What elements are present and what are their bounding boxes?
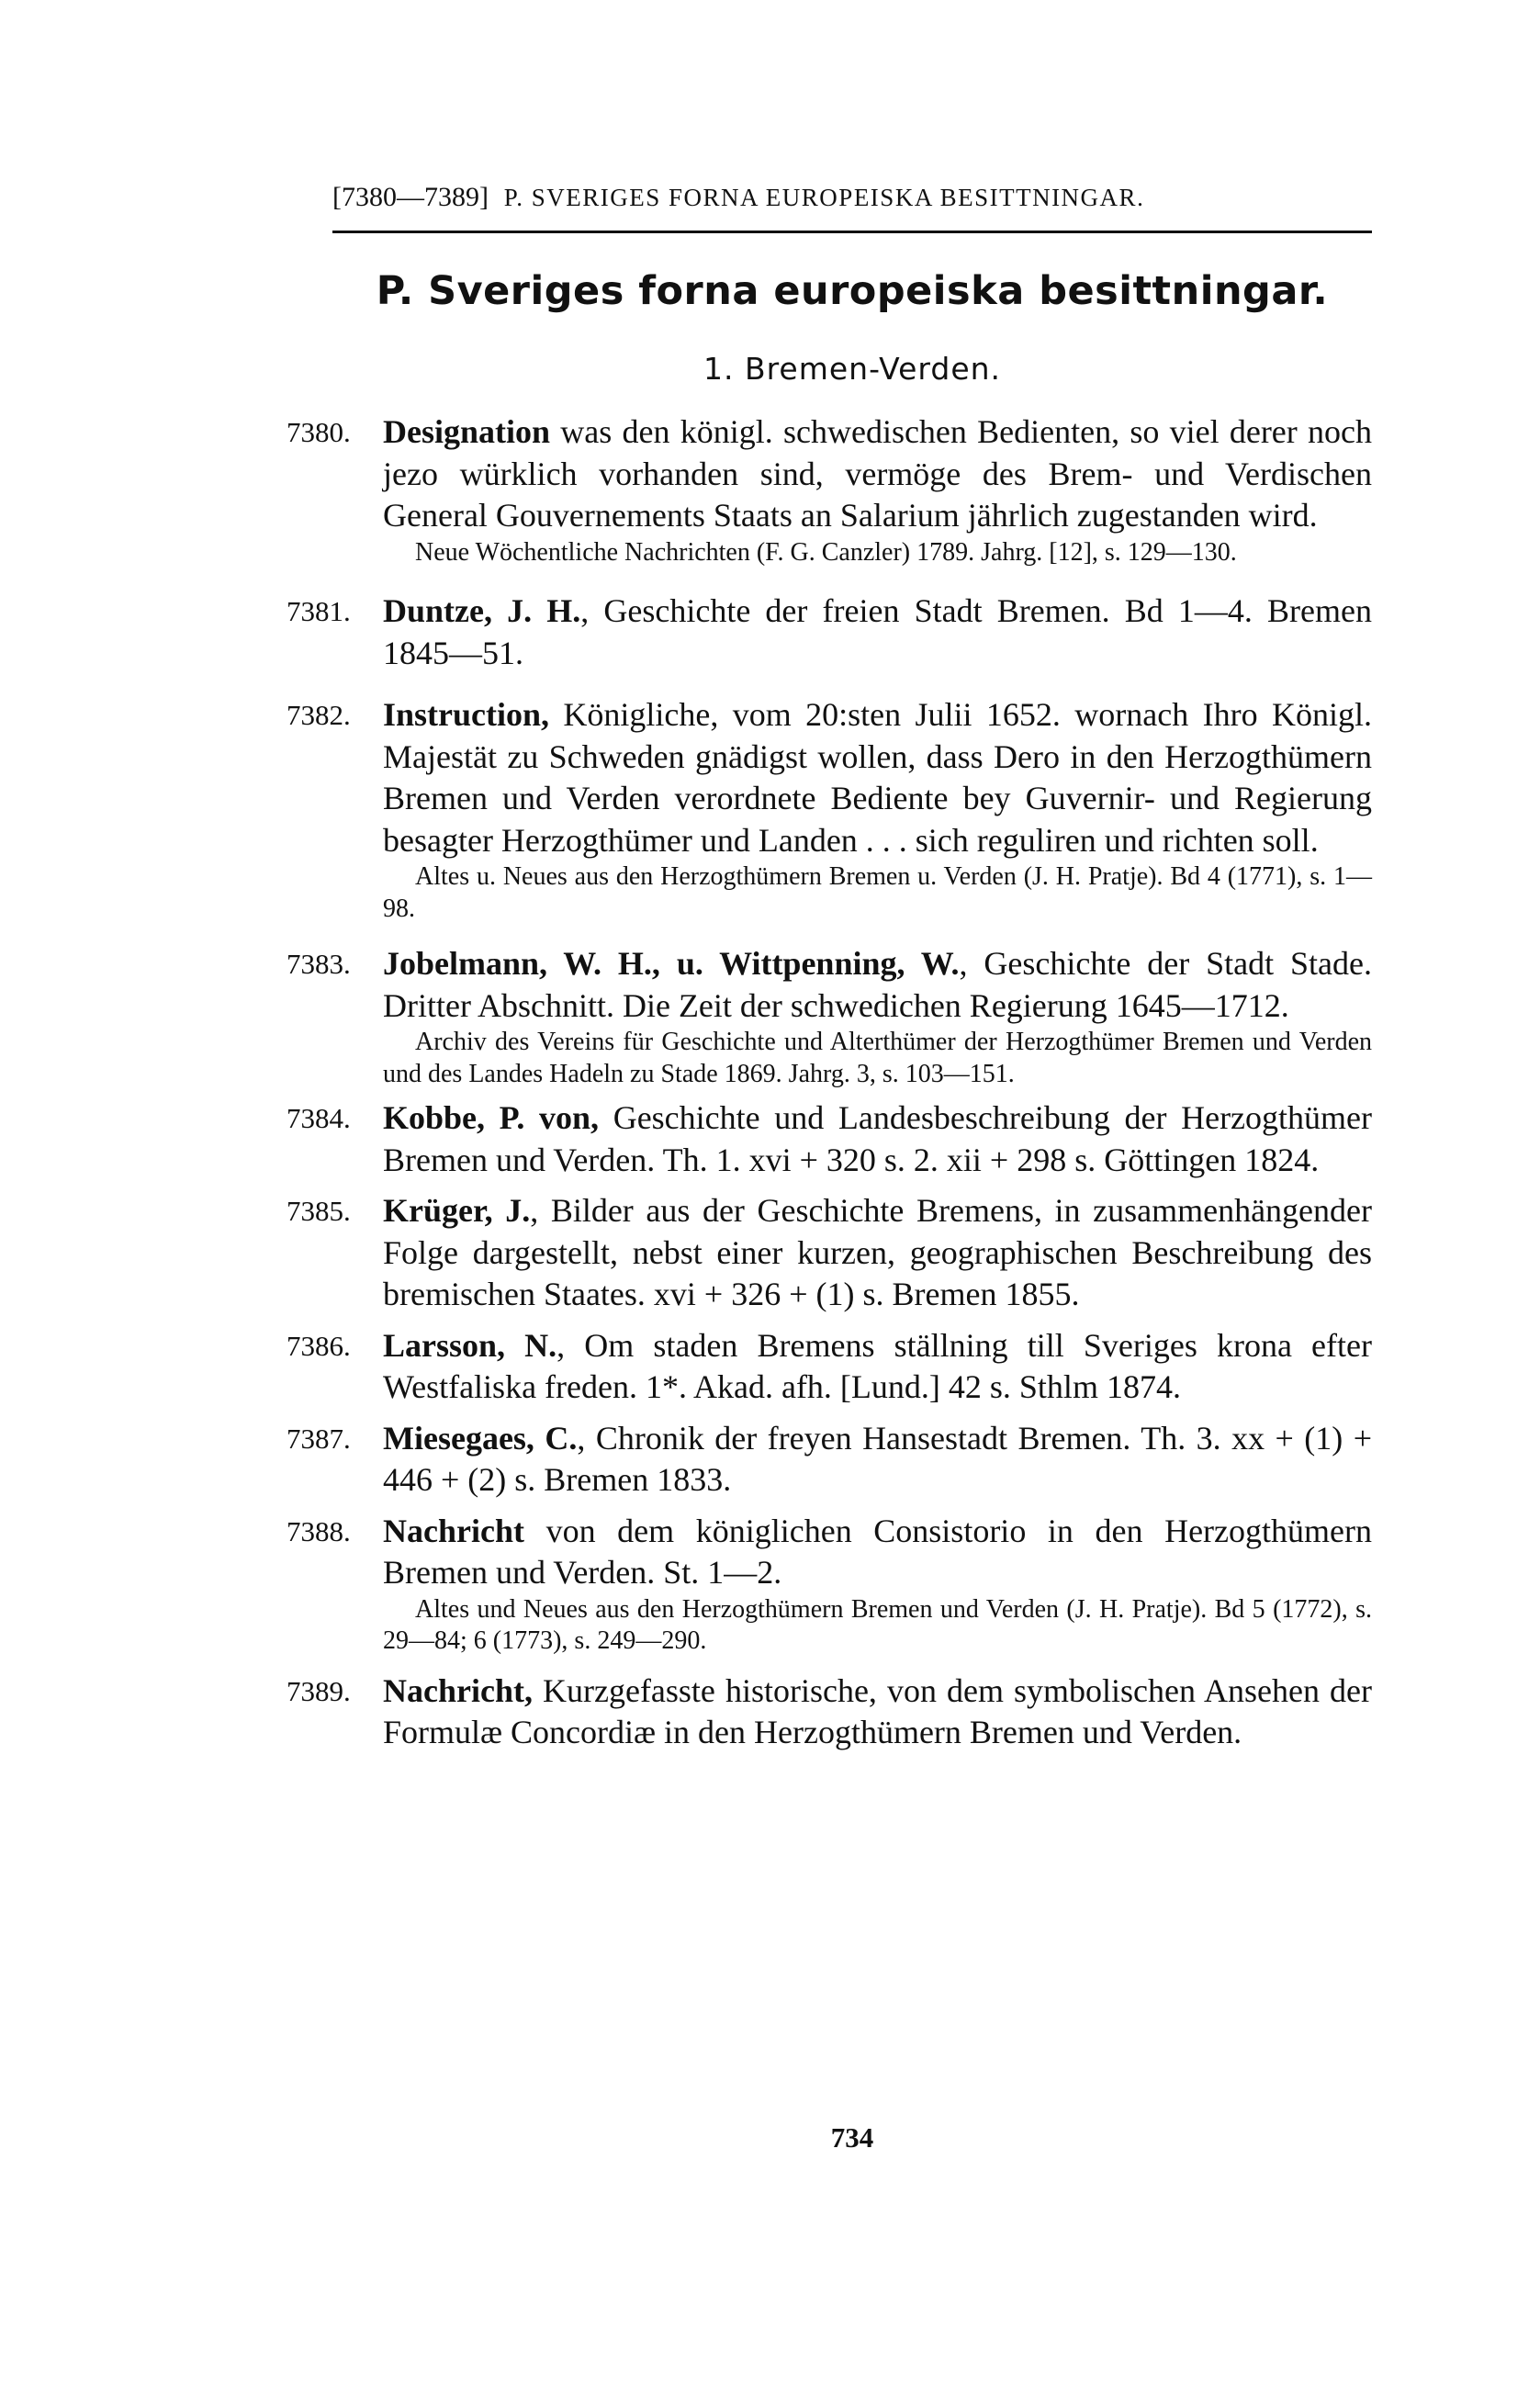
entry-number: 7380. [287, 416, 351, 448]
entry-body [383, 1190, 1372, 1316]
entry-text: Geschichte und Landesbeschreibung der Herzogthümer Bremen und Verden. Th. 1. xvi + 320 s. 2. xii + 298 s. Göttingen 1824. [383, 1099, 1373, 1178]
entry-heading: Duntze, J. H. [383, 592, 581, 629]
entry-body [383, 1670, 1372, 1754]
entry-note: Altes u. Neues aus den Herzogthümern Bremen u. Verden (J. H. Pratje). Bd 4 (1771), s. 1—98. [383, 862, 1372, 923]
entry-heading: Nachricht, [383, 1671, 533, 1709]
subsection-heading: 1. Bremen-Verden. [703, 351, 1002, 387]
bibliography-entry [287, 1670, 1372, 1754]
entry-body [383, 943, 1372, 1027]
entry-heading: Jobelmann, W. H., u. Wittpenning, W. [383, 945, 960, 982]
entry-number: 7384. [287, 1102, 351, 1134]
entry-body [383, 1511, 1372, 1594]
entry-note: Archiv des Vereins für Geschichte und Alterthümer der Herzogthümer Bremen und Verden und des Landes Hadeln zu Stade 1869. Jahrg. 3, s. 103—151. [383, 1028, 1372, 1088]
bibliography-entry [287, 1190, 1372, 1316]
entry-heading: Krüger, J. [383, 1192, 531, 1229]
bibliography-entry [287, 1097, 1372, 1181]
entry-heading: Instruction, [383, 696, 550, 733]
running-head-range: [7380—7389] [332, 182, 489, 212]
entry-body [383, 591, 1372, 674]
entry-number: 7386. [287, 1329, 351, 1362]
header-rule [332, 231, 1372, 233]
entry-text: , Geschichte der Stadt Stade. Dritter Abschnitt. Die Zeit der schwedichen Regierung 1645—1712. [383, 945, 1372, 1024]
running-head-title: P. SVERIGES FORNA EUROPEISKA BESITTNINGAR. [503, 184, 1145, 211]
entry-text: , Om staden Bremens ställning till Sveriges krona efter Westfaliska freden. 1*. Akad. afh. [Lund.] 42 s. Sthlm 1874. [383, 1326, 1372, 1405]
entry-text: Kurzgefasste historische, von dem symbolischen Ansehen der Formulæ Concordiæ in den Herzogthümern Bremen und Verden. [383, 1671, 1372, 1750]
entry-note: Neue Wöchentliche Nachrichten (F. G. Canzler) 1789. Jahrg. [12], s. 129—130. [415, 537, 1237, 567]
entry-body [383, 411, 1372, 537]
bibliography-entries [287, 411, 1372, 1754]
page-number: 734 [830, 2121, 874, 2154]
entry-heading: Designation [383, 413, 551, 450]
entry-number: 7383. [287, 948, 351, 980]
running-head [332, 182, 1372, 213]
entry-body [383, 694, 1372, 861]
entry-heading: Larsson, N. [383, 1326, 557, 1364]
entry-body [383, 1097, 1372, 1181]
bibliography-entry [287, 1325, 1372, 1409]
entry-text: , Bilder aus der Geschichte Bremens, in zusammenhängender Folge dargestellt, nebst einer kurzen, geographischen Beschreibung des bremischen Staates. xvi + 326 + (1) s. Bremen 1855. [383, 1192, 1372, 1312]
entry-note: Altes und Neues aus den Herzogthümern Bremen und Verden (J. H. Pratje). Bd 5 (1772), s. 29—84; 6 (1773), s. 249—290. [383, 1594, 1372, 1655]
bibliography-entry [287, 943, 1372, 1090]
entry-text: Königliche, vom 20:sten Julii 1652. wornach Ihro Königl. Majestät zu Schweden gnädigst wollen, dass Dero in den Herzogthümern Bremen und Verden verordnete Bediente bey Guvernir- und Regierung besagter Herzogthümer und Landen . . . sich reguliren und richten soll. [383, 696, 1372, 859]
entry-number: 7382. [287, 699, 351, 731]
entry-number: 7389. [287, 1674, 351, 1707]
entry-body [383, 1418, 1372, 1502]
entry-text: , Chronik der freyen Hansestadt Bremen. Th. 3. xx + (1) + 446 + (2) s. Bremen 1833. [383, 1419, 1373, 1498]
entry-heading: Miesegaes, C. [383, 1419, 578, 1457]
entry-number: 7387. [287, 1422, 351, 1455]
entry-heading: Kobbe, P. von, [383, 1099, 600, 1136]
bibliography-entry [287, 1511, 1372, 1658]
section-heading: P. Sveriges forna europeiska besittningar. [376, 268, 1329, 314]
entry-text: was den königl. schwedischen Bedienten, so viel derer noch jezo würklich vorhanden sind, vermöge des Brem- und Verdischen General Gouvernements Staats an Salarium jährlich zugestanden wird. [383, 413, 1372, 534]
entry-number: 7381. [287, 595, 351, 627]
bibliography-entry [287, 591, 1372, 674]
entry-body [383, 1325, 1372, 1409]
bibliography-entry [287, 1418, 1372, 1502]
entry-number: 7385. [287, 1195, 351, 1227]
entry-text: von dem königlichen Consistorio in den Herzogthümern Bremen und Verden. St. 1—2. [383, 1512, 1372, 1591]
entry-heading: Nachricht [383, 1512, 524, 1549]
entry-text: , Geschichte der freien Stadt Bremen. Bd 1—4. Bremen 1845—51. [383, 592, 1372, 671]
entry-number: 7388. [287, 1514, 351, 1547]
bibliography-entry [287, 411, 1372, 568]
bibliography-entry [287, 694, 1372, 925]
